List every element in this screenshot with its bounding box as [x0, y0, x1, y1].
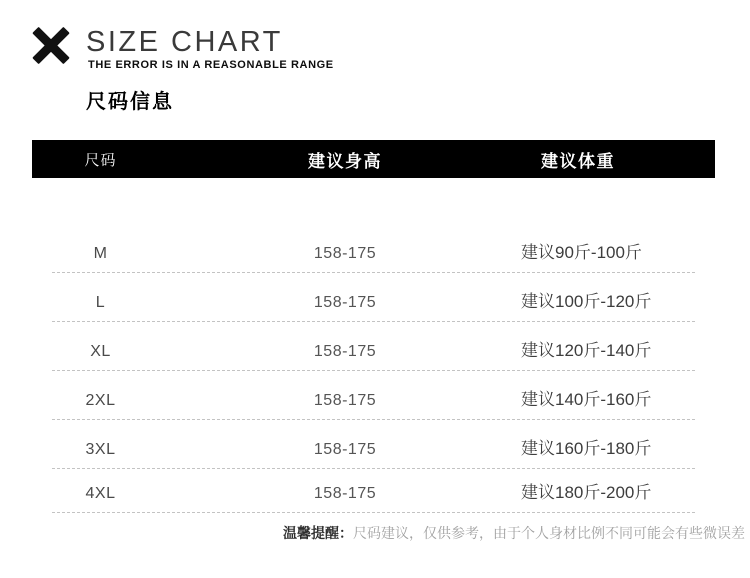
cell-size: 3XL: [85, 441, 116, 458]
table-row: [32, 469, 715, 513]
cell-size: XL: [90, 343, 111, 360]
size-chart-title: SIZE CHART: [86, 26, 283, 58]
table-row: [32, 371, 715, 420]
col-header-height: 建议身高: [308, 151, 382, 171]
reminder-note: [283, 523, 745, 543]
table-row: [32, 178, 715, 273]
col-header-size: 尺码: [84, 151, 117, 169]
cell-size: 2XL: [85, 392, 116, 409]
cell-weight: 建议160斤-180斤: [521, 439, 652, 458]
brand-x-icon: [34, 29, 68, 63]
size-table: [32, 140, 715, 513]
cell-weight: 建议180斤-200斤: [521, 483, 652, 502]
cell-weight: 建议120斤-140斤: [521, 341, 652, 360]
section-title-size-info: 尺码信息: [86, 91, 174, 113]
table-row: [32, 273, 715, 322]
note-text: 尺码建议，仅供参考，由于个人身材比例不同可能会有些微误差: [353, 525, 745, 541]
table-row: [32, 420, 715, 469]
table-header-row: [32, 140, 715, 178]
cell-weight: 建议140斤-160斤: [521, 390, 652, 409]
cell-size: 4XL: [85, 485, 116, 502]
error-range-tagline: THE ERROR IS IN A REASONABLE RANGE: [88, 59, 334, 71]
cell-height: 158-175: [313, 441, 377, 458]
cell-size: M: [93, 245, 108, 262]
cell-size: L: [95, 294, 106, 311]
cell-height: 158-175: [313, 294, 377, 311]
col-header-weight: 建议体重: [541, 151, 615, 171]
cell-height: 158-175: [313, 392, 377, 409]
note-label: 温馨提醒：: [283, 525, 353, 541]
cell-weight: 建议100斤-120斤: [521, 292, 652, 311]
cell-height: 158-175: [313, 245, 377, 262]
table-row: [32, 322, 715, 371]
cell-height: 158-175: [313, 343, 377, 360]
cell-height: 158-175: [313, 485, 377, 502]
cell-weight: 建议90斤-100斤: [521, 243, 642, 262]
